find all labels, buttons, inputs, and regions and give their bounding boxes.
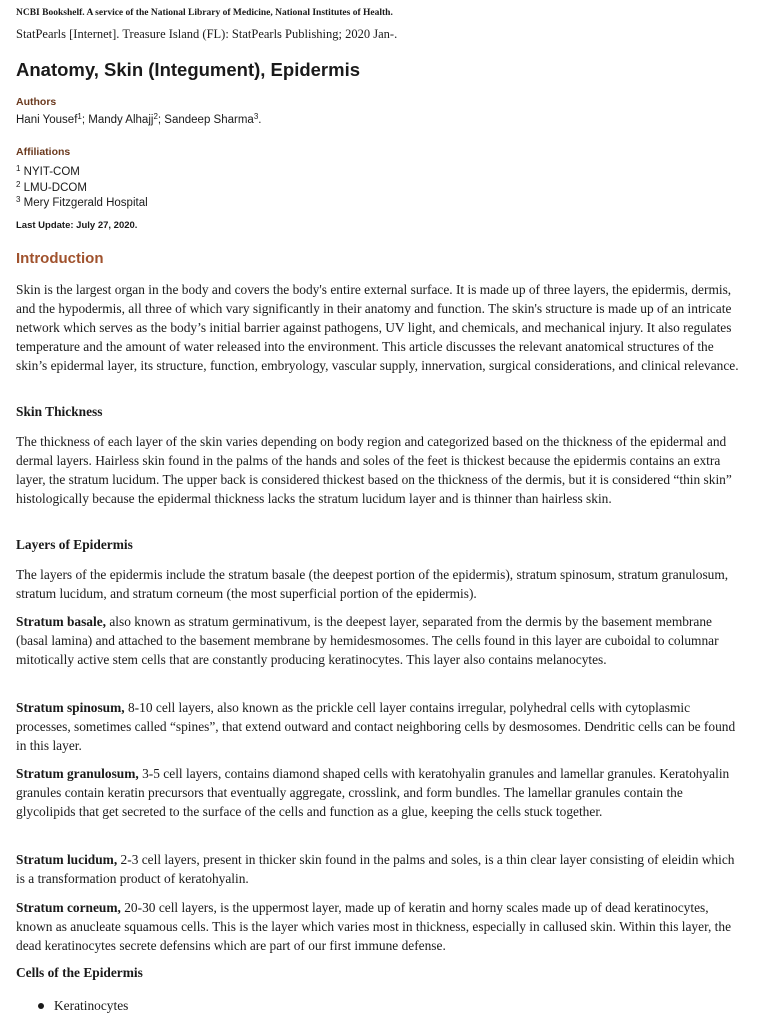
author-name[interactable]: Mandy Alhajj	[88, 114, 154, 126]
author-affiliation-marker: 2	[153, 112, 158, 121]
stratum-lucidum-term: Stratum lucidum,	[16, 852, 118, 867]
author-name[interactable]: Sandeep Sharma	[164, 114, 254, 126]
cells-list	[16, 996, 128, 1015]
author-name[interactable]: Hani Yousef	[16, 114, 78, 126]
layers-heading: Layers of Epidermis	[16, 537, 133, 552]
affiliation-name: LMU-DCOM	[23, 181, 87, 194]
affiliations-label: Affiliations	[16, 146, 71, 158]
stratum-corneum-paragraph	[16, 898, 744, 955]
authors-label: Authors	[16, 96, 57, 108]
citation: StatPearls [Internet]. Treasure Island (FL): StatPearls Publishing; 2020 Jan-.	[16, 27, 398, 41]
author-list	[16, 114, 261, 126]
author-affiliation-marker: 3	[253, 112, 259, 121]
introduction-heading: Introduction	[16, 250, 104, 267]
author-affiliation-marker: 1	[77, 112, 82, 121]
cells-heading: Cells of the Epidermis	[16, 965, 143, 980]
stratum-corneum-text: 20-30 cell layers, is the uppermost layer, made up of keratin and horny scales made up of dead keratinocytes, known as anucleate squamous cells. This is the layer which varies most in thickness, especially in callused skin. Within this layer, the dead keratinocytes secrete defensins which are part of our first immune defense.	[16, 900, 732, 953]
affiliation-item	[16, 181, 148, 197]
stratum-granulosum-text: 3-5 cell layers, contains diamond shaped cells with keratohyalin granules and lamellar granules. Keratohyalin granules contain keratin precursors that eventually aggregate, crosslink, and form bundles. The lamellar granules contain the glycolipids that get secreted to the surface of the cells and function as a glue, keeping the cells stuck together.	[16, 766, 730, 819]
stratum-spinosum-term: Stratum spinosum,	[16, 700, 125, 715]
introduction-paragraph: Skin is the largest organ in the body and covers the body's entire external surface. It is made up of three layers, the epidermis, dermis, and the hypodermis, all three of which vary significantly in their anatomy and function. The skin's structure is made up of an intricate network which serves as the body’s initial barrier against pathogens, UV light, and chemicals, and mechanical injury. It also regulates temperature and the amount of water released into the environment. This article discusses the relevant anatomical structures of the skin’s epidermal layer, its structure, function, embryology, vascular supply, innervation, surgical considerations, and clinical relevance.	[16, 282, 739, 373]
author-separator: ;	[81, 114, 89, 126]
stratum-granulosum-paragraph	[16, 764, 744, 821]
ncbi-banner: NCBI Bookshelf. A service of the National Library of Medicine, National Institutes of Health.	[16, 8, 393, 18]
author-separator: .	[258, 114, 262, 126]
author-separator: ;	[157, 114, 165, 126]
skin-thickness-heading: Skin Thickness	[16, 404, 103, 419]
stratum-spinosum-paragraph	[16, 698, 744, 755]
affiliation-name: Mery Fitzgerald Hospital	[23, 197, 148, 209]
stratum-basale-text: also known as stratum germinativum, is the deepest layer, separated from the dermis by the basement membrane (basal lamina) and attached to the basement membrane by hemidesmosomes. The cells found in this layer are cuboidal to columnar mitotically active stem cells that are constantly producing keratinocytes. This layer also contains melanocytes.	[16, 614, 719, 667]
list-item: Keratinocytes	[16, 996, 128, 1015]
affiliation-number: 3	[16, 195, 21, 204]
affiliation-list	[16, 165, 148, 212]
last-update: Last Update: July 27, 2020.	[16, 220, 138, 231]
skin-thickness-paragraph: The thickness of each layer of the skin varies depending on body region and categorized based on the thickness of the epidermal and dermal layers. Hairless skin found in the palms of the hands and soles of the feet is thickest because the epidermis contains an extra layer, the stratum lucidum. The upper back is considered thickest based on the thickness of the dermis, but it is considered “thin skin” histologically because the epidermal thickness lacks the stratum lucidum layer and is thinner than hairless skin.	[16, 434, 732, 506]
page-title: Anatomy, Skin (Integument), Epidermis	[16, 59, 361, 80]
affiliation-name: NYIT-COM	[23, 166, 80, 178]
affiliation-number: 1	[16, 164, 21, 173]
stratum-granulosum-term: Stratum granulosum,	[16, 766, 139, 781]
stratum-lucidum-text: 2-3 cell layers, present in thicker skin found in the palms and soles, is a thin clear layer consisting of eleidin which is a transformation product of keratohyalin.	[16, 852, 735, 886]
stratum-lucidum-paragraph	[16, 850, 744, 888]
stratum-spinosum-text: 8-10 cell layers, also known as the prickle cell layer contains irregular, polyhedral cells with cytoplasmic processes, sometimes called “spines”, that extend outward and contact neighboring cells by desmosomes. Dendritic cells can be found in this layer.	[16, 700, 736, 753]
stratum-corneum-term: Stratum corneum,	[16, 900, 121, 915]
affiliation-number: 2	[16, 179, 21, 189]
stratum-basale-term: Stratum basale,	[16, 614, 107, 629]
affiliation-item	[16, 196, 148, 212]
affiliation-item	[16, 165, 148, 181]
layers-intro-paragraph: The layers of the epidermis include the stratum basale (the deepest portion of the epidermis), stratum spinosum, stratum granulosum, stratum lucidum, and stratum corneum (the most superficial portion of the epidermis).	[16, 567, 729, 601]
stratum-basale-paragraph	[16, 612, 744, 669]
